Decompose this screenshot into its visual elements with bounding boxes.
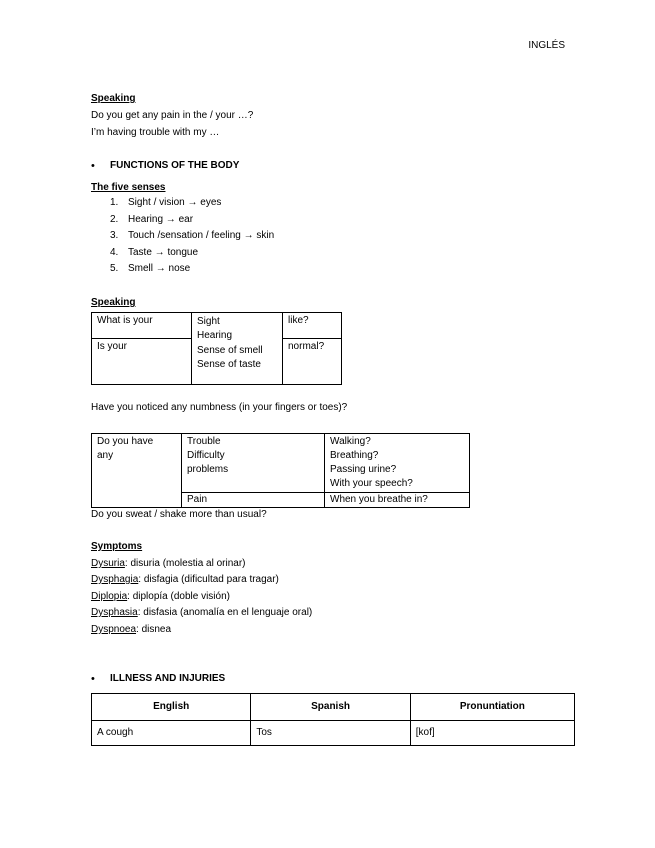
do-you-have-line: Do you have <box>97 436 154 447</box>
table-cell: normal? <box>283 339 342 385</box>
table-cell: like? <box>283 313 342 339</box>
symptoms-question-table <box>91 433 470 508</box>
table-cell: Tos <box>251 721 410 746</box>
illness-table <box>91 693 575 746</box>
table-row <box>92 721 575 746</box>
list-item: Dyspnoea: disnea <box>91 624 172 635</box>
speaking-table <box>91 312 342 385</box>
list-item: Dysphasia: disfasia (anomalía en el lenguaje oral) <box>91 607 313 618</box>
column-header: English <box>92 694 251 721</box>
table-cell: Pain <box>182 493 325 508</box>
list-item: Dysphagia: disfagia (dificultad para tragar) <box>91 574 279 585</box>
page-header: INGLÉS <box>528 40 565 51</box>
senses-list <box>110 195 274 278</box>
speaking-line: Do you get any pain in the / your …? <box>91 110 254 121</box>
table-cell: Walking? Breathing? Passing urine? With your speech? <box>325 434 470 493</box>
column-header: Spanish <box>251 694 410 721</box>
numbness-question: Have you noticed any numbness (in your fingers or toes)? <box>91 402 348 413</box>
column-header: Pronuntiation <box>410 694 574 721</box>
bullet-icon: • <box>91 673 95 685</box>
speaking-line: I’m having trouble with my … <box>91 127 220 138</box>
table-cell: What is your <box>92 313 192 339</box>
table-cell: Trouble Difficulty problems <box>182 434 325 493</box>
table-cell: A cough <box>92 721 251 746</box>
section-title-illness: ILLNESS AND INJURIES <box>110 673 226 684</box>
table-cell: When you breathe in? <box>325 493 470 508</box>
list-item: Dysuria: disuria (molestia al orinar) <box>91 558 246 569</box>
list-item: 1. Sight / vision → eyes <box>110 197 222 208</box>
sweat-question: Do you sweat / shake more than usual? <box>91 509 267 520</box>
list-item: 4. Taste → tongue <box>110 246 199 258</box>
section-title-functions: FUNCTIONS OF THE BODY <box>110 160 240 171</box>
list-item: 2. Hearing → ear <box>110 213 194 225</box>
bullet-icon: • <box>91 160 95 172</box>
symptoms-heading: Symptoms <box>91 541 143 552</box>
list-item: Diplopia: diplopía (doble visión) <box>91 591 230 602</box>
list-item: 5. Smell → nose <box>110 263 191 274</box>
senses-cell: Sight Hearing Sense of smell Sense of taste <box>192 313 283 385</box>
speaking-heading: Speaking <box>91 297 136 308</box>
senses-heading: The five senses <box>91 182 166 193</box>
table-cell: Is your <box>92 339 192 385</box>
table-cell: [kof] <box>410 721 574 746</box>
table-cell: Do you have any <box>92 434 182 508</box>
list-item: 3. Touch /sensation / feeling → skin <box>110 230 275 241</box>
speaking-heading: Speaking <box>91 93 136 104</box>
